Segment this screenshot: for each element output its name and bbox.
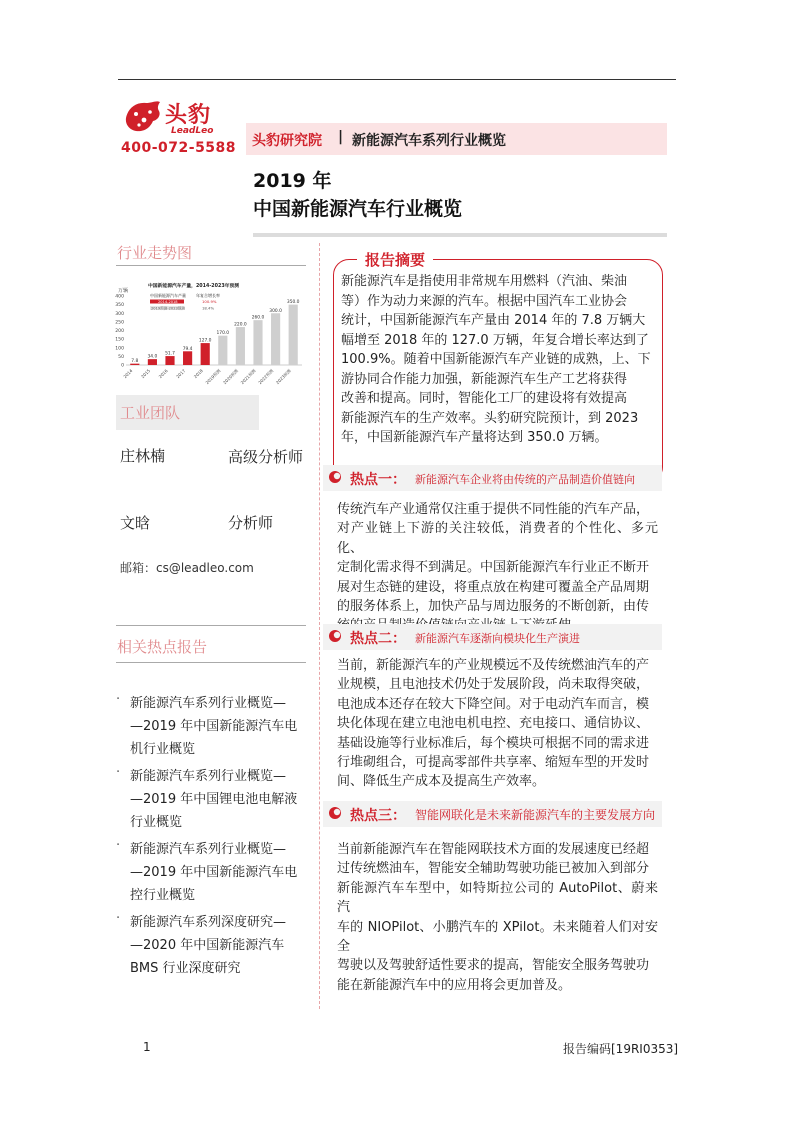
bar: [201, 343, 210, 365]
team-section-title: 工业团队: [120, 404, 181, 422]
header-band: [246, 123, 667, 155]
institute-name: 头豹研究院: [252, 133, 322, 149]
bar: [271, 313, 280, 365]
page-number: 1: [143, 1040, 151, 1054]
legend-series-name: 中国新能源汽车产量: [150, 293, 186, 298]
column-divider: [319, 243, 320, 1009]
legend-actual-cagr: 100.9%: [202, 299, 217, 304]
trend-divider: [116, 265, 306, 266]
summary-label: 报告摘要: [357, 249, 433, 270]
hotspot-marker-icon: [328, 806, 342, 820]
x-tick-label: 2021预测: [239, 368, 257, 386]
hotspot-title: 智能网联化是未来新能源汽车的主要发展方向: [415, 808, 656, 822]
header-separator: |: [338, 129, 344, 145]
related-report-link[interactable]: [130, 692, 312, 761]
bar: [253, 320, 262, 365]
y-tick-label: 150: [115, 337, 124, 343]
team-member-name: 文晗: [120, 514, 151, 532]
bullet-icon: ·: [116, 838, 121, 853]
report-code: 报告编码[19RI0353]: [563, 1042, 679, 1056]
hotspot-line: 定制化需求得不到满足。中国新能源汽车行业正不断开: [337, 560, 650, 576]
related-report-line: —2019 年中国锂电池电解液: [130, 792, 298, 807]
hotspot-line: 对产业链上下游的关注较低，消费者的个性化、多元化、: [337, 521, 658, 556]
hotspot-label: 热点三：: [350, 808, 406, 824]
summary-line: 改善和提高。同时，智能化工厂的建设将有效提高: [341, 391, 628, 406]
x-tick-label: 2019预测: [204, 368, 222, 386]
hotspot-line: 当前新能源汽车在智能网联技术方面的发展速度已经超: [337, 842, 650, 857]
bullet-icon: ·: [116, 692, 121, 707]
summary-line: 统计，中国新能源汽车产量由 2014 年的 7.8 万辆大: [341, 313, 646, 328]
bar-value-label: 7.8: [131, 359, 139, 365]
title-divider: [253, 233, 667, 237]
summary-text: [341, 272, 655, 448]
x-tick-label: 2018: [192, 368, 204, 380]
related-report-line: —2019 年中国新能源汽车电: [130, 719, 298, 734]
related-report-line: 新能源汽车系列行业概览—: [130, 842, 287, 857]
phone-number: 400-072-5588: [121, 140, 237, 156]
related-report-line: BMS 行业深度研究: [130, 961, 241, 976]
chart-title: 中国新能源汽车产量，2014-2023年预测: [148, 284, 240, 289]
related-report-link[interactable]: [130, 765, 312, 834]
related-report-line: —2020 年中国新能源汽车: [130, 938, 285, 953]
related-divider: [116, 662, 306, 663]
bar: [183, 351, 192, 365]
y-tick-label: 50: [118, 354, 124, 360]
legend-forecast-period: 2019预测-2023预测: [151, 306, 185, 311]
leopard-logo-icon: [122, 98, 164, 136]
hotspot-line: 电池成本还存在较大下降空间。对于电动汽车而言，模: [337, 696, 650, 712]
bar-value-label: 79.4: [182, 346, 193, 352]
related-report-line: —2019 年中国新能源汽车电: [130, 865, 298, 880]
hotspot-line: 业规模，且电池技术仍处于发展阶段，尚未取得突破，: [337, 677, 650, 693]
team-member-role: 分析师: [228, 514, 274, 532]
bar-value-label: 350.0: [286, 300, 300, 306]
legend-forecast-cagr: 18.4%: [202, 305, 215, 311]
hotspot-label: 热点一：: [350, 472, 406, 488]
logo-name: 头豹: [165, 103, 212, 128]
production-bar-chart: [110, 280, 310, 390]
hotspot-line: 车的 NIOPilot、小鹏汽车的 XPilot。未来随着人们对安全: [337, 919, 658, 955]
related-report-line: 控行业概览: [130, 888, 196, 903]
hotspot-3-header: [323, 801, 662, 827]
x-tick-label: 2022预测: [257, 368, 275, 386]
y-tick-label: 250: [115, 320, 124, 326]
hotspot-title: 新能源汽车逐渐向模块化生产演进: [415, 632, 580, 645]
bar: [165, 356, 174, 365]
related-report-line: 行业概览: [130, 815, 183, 830]
hotspot-marker-icon: [328, 629, 342, 643]
summary-line: 新能源汽车是指使用非常规车用燃料（汽油、柴油: [341, 274, 628, 289]
hotspot-line: 传统汽车产业通常仅注重于提供不同性能的汽车产品，: [337, 502, 650, 517]
contact-email: 邮箱：cs@leadleo.com: [120, 561, 254, 575]
trend-section-title: 行业走势图: [117, 244, 193, 262]
hotspot-1-text: [337, 500, 658, 636]
hotspot-2-text: [337, 656, 658, 792]
x-tick-label: 2014: [122, 368, 134, 380]
related-section-title: 相关热点报告: [117, 638, 208, 656]
summary-line: 100.9%。随着中国新能源汽车产业链的成熟，上、下: [341, 352, 651, 367]
hotspot-line: 展对生态链的建设，将重点放在构建可覆盖全产品周期: [337, 579, 650, 595]
bar: [289, 305, 298, 365]
team-member-name: 庄林楠: [120, 447, 166, 465]
related-report-link[interactable]: [130, 838, 312, 907]
bar-value-label: 51.7: [165, 351, 175, 357]
x-tick-label: 2017: [175, 368, 187, 380]
hotspot-line: 块化体现在建立电池电机电控、充电接口、通信协议、: [337, 716, 650, 732]
team-section-header: [116, 395, 259, 430]
report-title-year: 2019 年: [253, 170, 332, 192]
summary-line: 年，中国新能源汽车产量将达到 350.0 万辆。: [341, 430, 608, 445]
bar-value-label: 300.0: [269, 308, 282, 314]
hotspot-line: 行堆砌组合，可提高零部件共享率、缩短车型的开发时: [337, 755, 650, 771]
y-tick-label: 200: [115, 329, 124, 334]
summary-line: 幅增至 2018 年的 127.0 万辆，年复合增长率达到了: [341, 332, 649, 348]
x-tick-label: 2016: [157, 368, 169, 380]
bar-value-label: 260.0: [251, 315, 265, 321]
hotspot-line: 新能源汽车车型中，如特斯拉公司的 AutoPilot、蔚来汽: [337, 880, 658, 916]
related-report-link[interactable]: [130, 911, 312, 980]
bullet-icon: ·: [116, 911, 121, 926]
summary-line: 新能源汽车的生产效率。头豹研究院预计，到 2023: [341, 410, 639, 426]
hotspot-line: 过传统燃油车，智能安全辅助驾驶功能已被加入到部分: [337, 861, 650, 877]
hotspot-3-text: [337, 840, 658, 995]
chart-unit: 万辆: [118, 288, 129, 294]
y-tick-label: 400: [115, 294, 124, 300]
hotspot-line: 间、降低生产成本及提高生产效率。: [337, 774, 546, 790]
bar: [236, 327, 245, 365]
top-rule: [118, 79, 676, 80]
bar: [218, 336, 227, 365]
bar-value-label: 170.0: [216, 331, 230, 337]
bar-value-label: 34.0: [147, 354, 158, 360]
related-report-line: 新能源汽车系列深度研究—: [130, 915, 287, 930]
related-top-divider: [116, 625, 306, 626]
legend-actual-period: 2014-2018: [158, 300, 178, 304]
hotspot-title: 新能源汽车企业将由传统的产品制造价值链向: [415, 473, 635, 486]
hotspot-line: 基础设施等行业标准后，每个模块可根据不同的需求进: [337, 735, 650, 751]
related-report-line: 新能源汽车系列行业概览—: [130, 769, 287, 784]
summary-line: 等）作为动力来源的汽车。根据中国汽车工业协会: [341, 293, 628, 309]
y-tick-label: 100: [115, 346, 124, 352]
team-member-role: 高级分析师: [228, 448, 304, 466]
y-tick-label: 350: [115, 303, 124, 309]
y-tick-label: 0: [121, 363, 124, 369]
bar: [148, 359, 157, 365]
report-title: 中国新能源汽车行业概览: [253, 198, 463, 220]
hotspot-line: 的服务体系上，加快产品与周边服务的不断创新，由传: [337, 599, 650, 615]
legend-cagr-label: 年复合增长率: [196, 293, 220, 298]
x-tick-label: 2023预测: [274, 368, 292, 386]
related-report-line: 新能源汽车系列行业概览—: [130, 696, 287, 711]
hotspot-line: 当前，新能源汽车的产业规模远不及传统燃油汽车的产: [337, 658, 650, 673]
hotspot-1-header: [323, 465, 662, 491]
hotspot-line: 能在新能源汽车中的应用将会更加普及。: [337, 977, 572, 993]
logo-subtitle: LeadLeo: [171, 126, 214, 136]
summary-line: 游协同合作能力加强，新能源汽车生产工艺将获得: [341, 371, 628, 387]
x-tick-label: 2020预测: [222, 368, 240, 386]
x-tick-label: 2015: [140, 368, 152, 380]
hotspot-label: 热点二：: [350, 631, 406, 647]
series-name: 新能源汽车系列行业概览: [352, 133, 506, 149]
hotspot-line: 驾驶以及驾驶舒适性要求的提高，智能安全服务驾驶功: [337, 958, 650, 974]
bar-value-label: 127.0: [198, 338, 212, 344]
bullet-icon: ·: [116, 765, 121, 780]
y-tick-label: 300: [115, 311, 124, 317]
hotspot-marker-icon: [328, 470, 342, 484]
bar-value-label: 220.0: [234, 322, 247, 328]
hotspot-2-header: [323, 624, 662, 650]
related-report-line: 机行业概览: [130, 742, 196, 757]
